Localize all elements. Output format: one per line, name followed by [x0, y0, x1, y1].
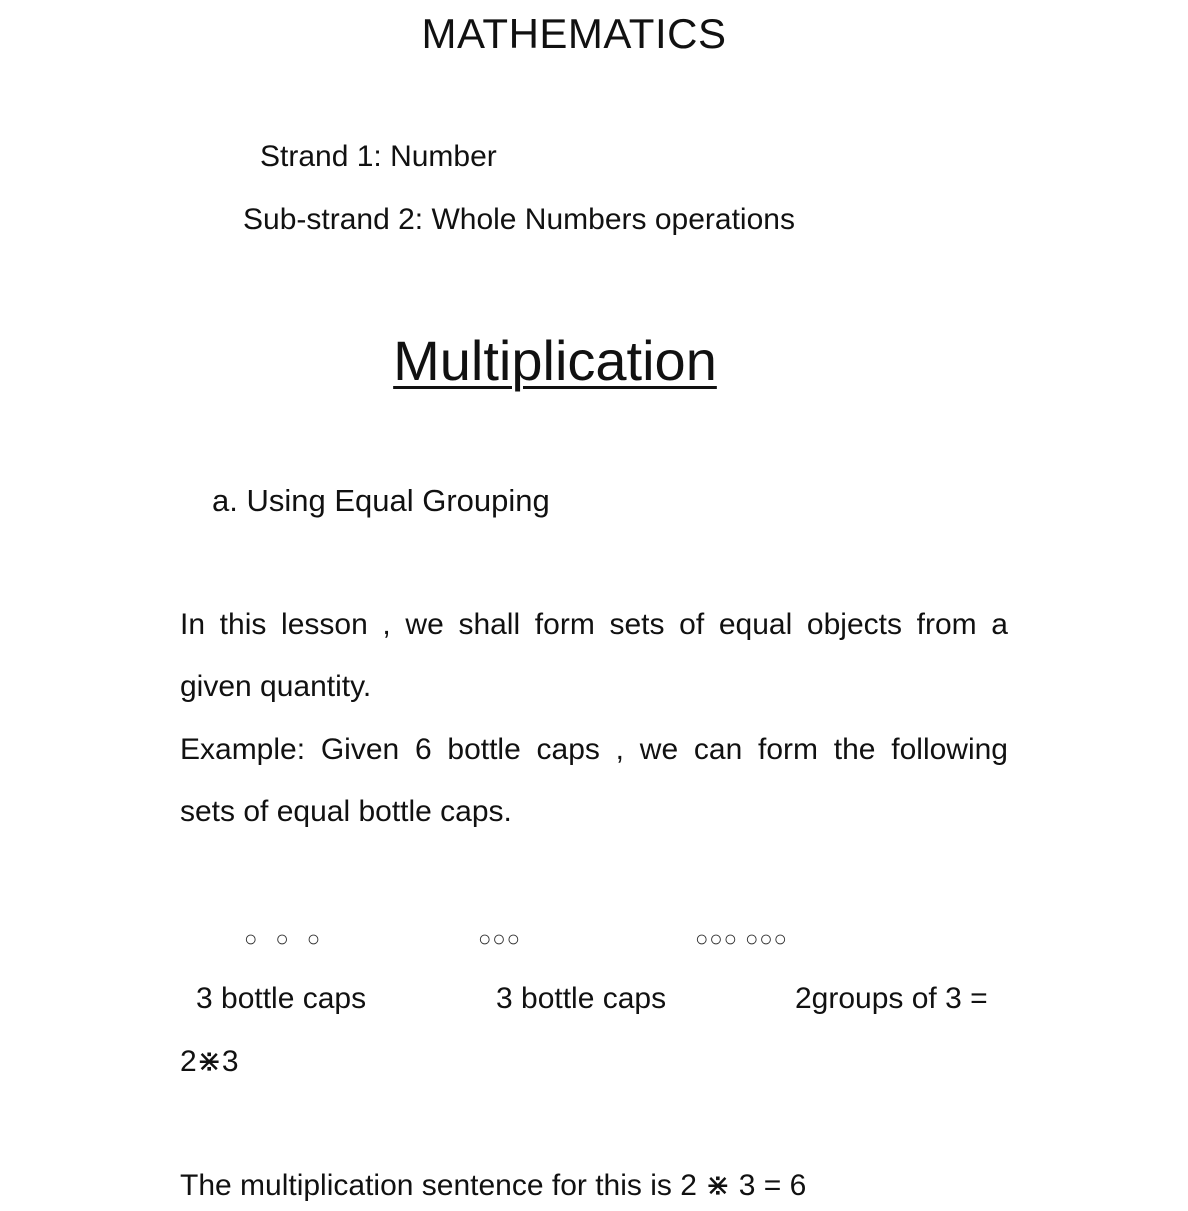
sub-strand-label: Sub-strand 2: Whole Numbers operations [243, 203, 795, 236]
bottle-caps-circles-group-2: ○○○ [478, 926, 521, 951]
bottle-caps-circles-combined: ○○○ ○○○ [695, 926, 788, 951]
group-2-label: 3 bottle caps [496, 982, 667, 1015]
subject-title: MATHEMATICS [421, 10, 727, 57]
multiplication-sentence: The multiplication sentence for this is 2 ⋇ 3 = 6 [180, 1169, 807, 1202]
intro-line-1: In this lesson , we shall form sets of equal objects from a [180, 608, 1008, 641]
example-line-2: sets of equal bottle caps. [180, 795, 512, 828]
example-line-1: Example: Given 6 bottle caps , we can form the following [180, 733, 1008, 766]
combined-label: 2groups of 3 = [795, 982, 988, 1015]
section-heading: a. Using Equal Grouping [212, 483, 550, 518]
intro-line-2: given quantity. [180, 670, 372, 703]
multiplication-expression: 2⋇3 [180, 1045, 239, 1078]
strand-label: Strand 1: Number [260, 140, 497, 173]
group-1-label: 3 bottle caps [196, 982, 367, 1015]
bottle-caps-circles-group-1: ○ ○ ○ [244, 926, 327, 951]
topic-heading: Multiplication [393, 329, 717, 392]
